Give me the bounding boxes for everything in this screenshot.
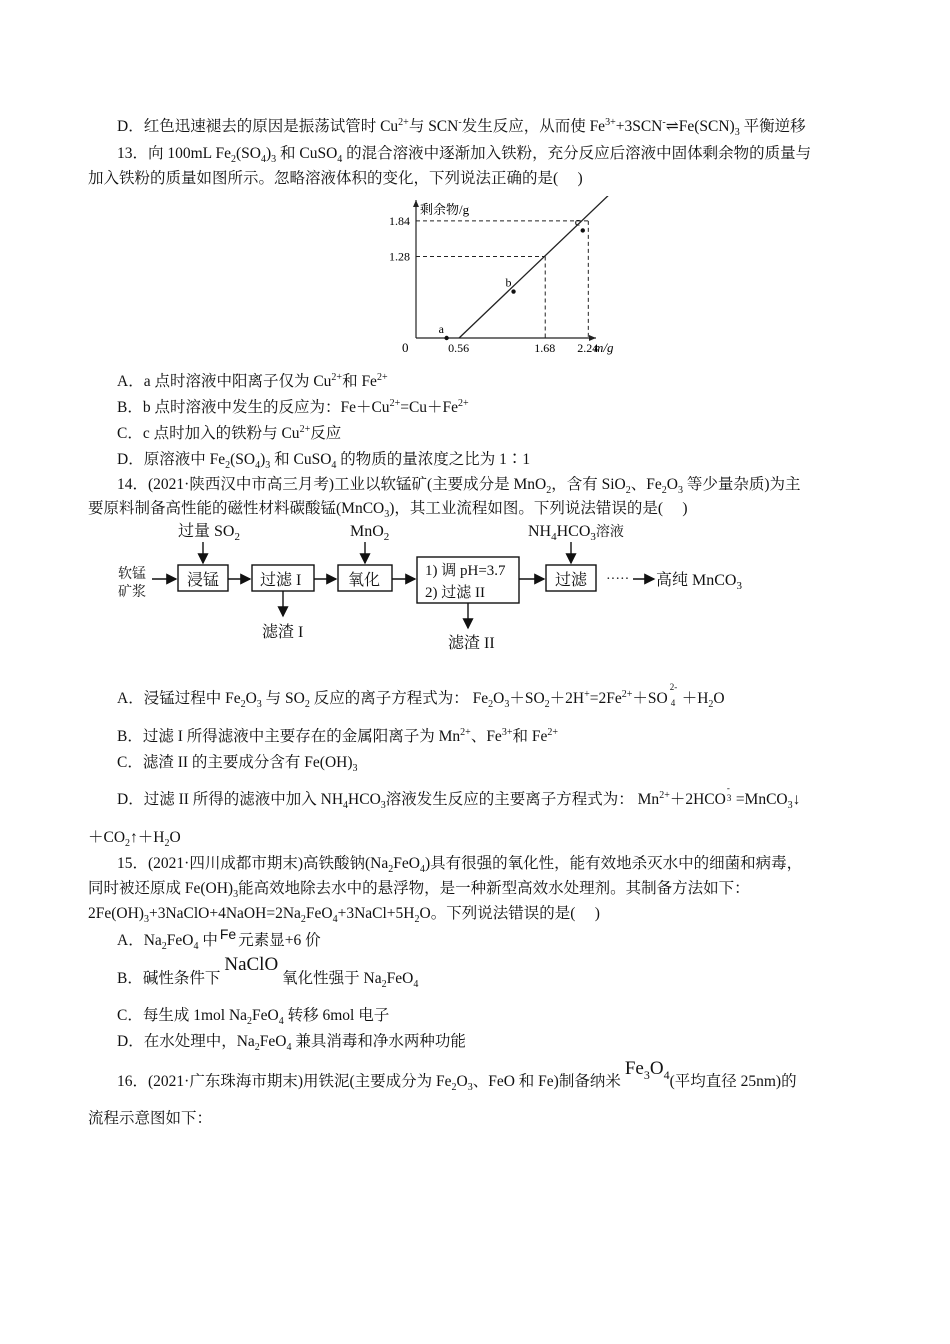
x-tick-label: 2.24 [577,341,599,355]
q15-stem: 15．(2021·四川成都市期末)高铁酸钠$(Na_2FeO_4)$具有很强的氧化性，能有效地杀灭水中的细菌和病毒， [117,855,803,876]
flow-step-filter2: 2) 过滤 II [425,585,485,601]
q13-option-b: B．b 点时溶液中发生的反应为：$Fe+Cu^{2+}=Cu+Fe^{2+}$ [117,397,469,416]
flow-reagent-nh4hco3: $NH_4HCO_3$溶液 [528,523,624,543]
q15-stem-cont: 同时被还原成 $Fe(OH)_3$能高效地除去水中的悬浮物，是一种新型高效水处理剂。其制备方法如下： [88,880,750,901]
q14-option-d: D．过滤 II 所得的滤液中加入 $NH_4HCO_3$溶液发生反应的主要离子方程式为： $Mn^{2+}+2HCO$ - 3 =MnCO$_3$↓ [117,783,801,812]
flow-input-2: 矿浆 [118,585,146,600]
y-tick-label: 1.84 [389,213,410,228]
q13-stem: 13．向 100mL $Fe_2(SO_4)_3$ 和 CuSO$_4$ 的混合溶液中逐渐加入铁粉，充分反应后溶液中固体剩余物的质量与 [117,145,812,166]
q12-option-d: D．红色迅速褪去的原因是振荡试管时 $Cu^{2+}$与 SCN-发生反应，从而使 $Fe^{3+}+3SCN^-\rightleftharpoons Fe(SCN)_3$ 平衡逆移 [117,116,806,139]
x-tick-label: 1.68 [534,341,556,355]
q15-option-c: C．每生成 1mol $Na_2FeO_4$ 转移 6mol 电子 [117,1007,390,1028]
x-tick-label: 0.56 [448,341,470,355]
data-point-label: c [574,214,581,229]
q14-option-b: B．过滤 I 所得滤液中主要存在的金属阳离子为 $Mn^{2+}$、$Fe^{3+}$和 $Fe^{2+}$ [117,726,558,745]
data-point-c [581,228,585,232]
flow-step-ph: 1) 调 pH=3.7 [425,563,506,579]
q14-stem: 14．(2021·陕西汉中市高三月考)工业以软锰矿(主要成分是 MnO$_2$，含有 SiO$_2$、$Fe_2O_3$ 等少量杂质)为主 [117,476,801,497]
q15-option-d: D．在水处理中，$Na_2FeO_4$ 兼具消毒和净水两种功能 [117,1033,466,1054]
flow-dots: ····· [606,572,630,587]
q14-stem-cont: 要原料制备高性能的磁性材料碳酸锰(MnCO$_3$)，其工业流程如图。下列说法错误的是( ) [88,500,688,521]
q13-stem-cont: 加入铁粉的质量如图所示。忽略溶液体积的变化，下列说法正确的是( ) [88,170,583,187]
flow-residue2: 滤渣 II [448,635,495,652]
flow-input: 软锰 [118,567,146,582]
flow-step-filter1: 过滤 I [260,572,302,589]
q14-option-d-cont: $+CO_2↑+H_2O$ [88,829,181,850]
flow-reagent-mno2: MnO$_2$ [350,523,390,543]
y-axis-arrow [413,200,419,207]
q14-option-a: A．浸锰过程中 $Fe_2O_3$ 与 $SO_2$ 反应的离子方程式为： $Fe_2O_3+SO_2+2H^+=2Fe^{2+}+SO$ 2- 4 $+H_2O$ [117,682,725,711]
flow-step-oxidize: 氧化 [348,572,381,589]
q13-option-a: A．a 点时溶液中阳离子仅为 $Cu^{2+}$和 $Fe^{2+}$ [117,371,388,390]
x-axis-label: m/g [594,340,614,355]
flow-residue1: 滤渣 I [262,624,304,641]
data-point-a [444,336,448,340]
y-axis-label: 剩余物/g [420,202,470,217]
q13-option-d: D．原溶液中 $Fe_2(SO_4)_3$ 和 CuSO$_4$ 的物质的量浓度之比为 1∶1 [117,451,531,472]
q13-chart [380,196,620,362]
flow-step-filter: 过滤 [555,572,588,589]
y-tick-label: 1.28 [389,249,410,264]
q14-flow-diagram [110,516,770,656]
q14-option-c: C．滤渣 II 的主要成分含有 $Fe(OH)_3$ [117,754,358,775]
q15-option-a: A．$Na_2FeO_4$ 中 Fe 元素显+6 价 [117,926,321,953]
q13-option-c: C．c 点时加入的铁粉与 $Cu^{2+}$反应 [117,423,342,442]
q15-equation: $2Fe(OH)_3+3NaClO+4NaOH=2Na_2FeO_4+3NaCl+5H_2O$。下列说法错误的是( ) [88,905,600,926]
flow-reagent-so2: 过量 $SO_2$ [178,523,240,543]
q16-stem-cont: 流程示意图如下： [88,1110,213,1127]
flow-output: 高纯 MnCO$_3$ [656,572,742,592]
data-point-label: a [438,322,444,336]
q16-stem: 16．(2021·广东珠海市期末)用铁泥(主要成分为 $Fe_2O_3$、FeO 和 Fe)制备纳米$Fe_3O_4$(平均直径 25nm)的 [117,1058,797,1094]
data-point-label: b [505,275,512,290]
q15-option-b: B．碱性条件下NaClO氧化性强于 $Na_2FeO_4$ [117,954,419,991]
origin-label: 0 [402,340,409,355]
flow-step-leach: 浸锰 [187,572,220,589]
series-line [459,196,608,338]
data-point-b [511,289,515,293]
